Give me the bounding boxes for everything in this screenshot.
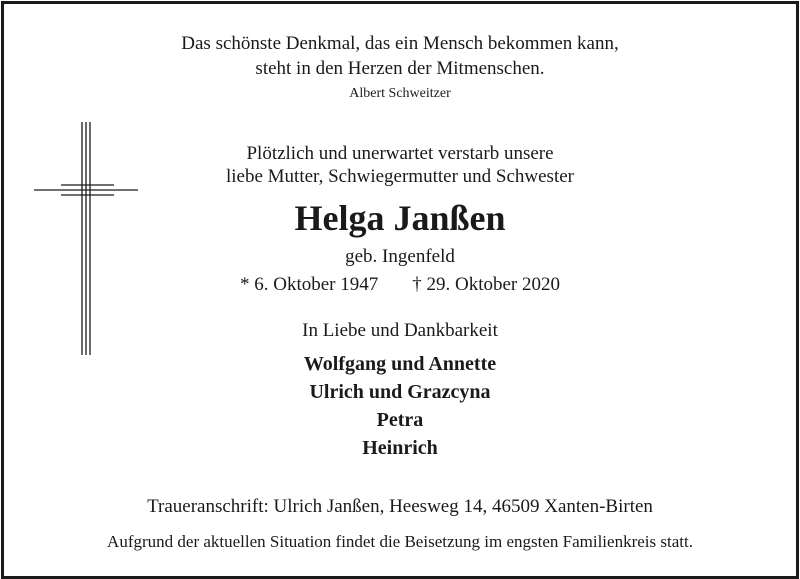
- life-dates: [0, 274, 800, 296]
- intro-line-1: Plötzlich und unerwartet verstarb unsere: [246, 143, 554, 164]
- mourner-name: Heinrich: [362, 437, 438, 459]
- mourning-address: Traueranschrift: Ulrich Janßen, Heesweg 14, 46509 Xanten-Birten: [147, 496, 653, 517]
- mourner-name: Ulrich und Grazcyna: [309, 381, 491, 403]
- mourner-name: Wolfgang und Annette: [303, 353, 497, 375]
- intro-line-2: liebe Mutter, Schwiegermutter und Schwester: [225, 166, 574, 187]
- quote-line-1: Das schönste Denkmal, das ein Mensch bekommen kann,: [181, 33, 619, 54]
- quote-line-2: steht in den Herzen der Mitmenschen.: [255, 58, 545, 79]
- funeral-note: Aufgrund der aktuellen Situation findet die Beisetzung im engsten Familienkreis statt.: [107, 532, 693, 551]
- maiden-name: geb. Ingenfeld: [345, 246, 455, 267]
- birth-date: * 6. Oktober 1947: [239, 274, 379, 295]
- mourners-intro: In Liebe und Dankbarkeit: [302, 320, 498, 341]
- death-date: † 29. Oktober 2020: [412, 274, 561, 295]
- quote-author: Albert Schweitzer: [349, 86, 451, 101]
- deceased-name: Helga Janßen: [294, 198, 506, 238]
- mourner-name: Petra: [376, 409, 424, 431]
